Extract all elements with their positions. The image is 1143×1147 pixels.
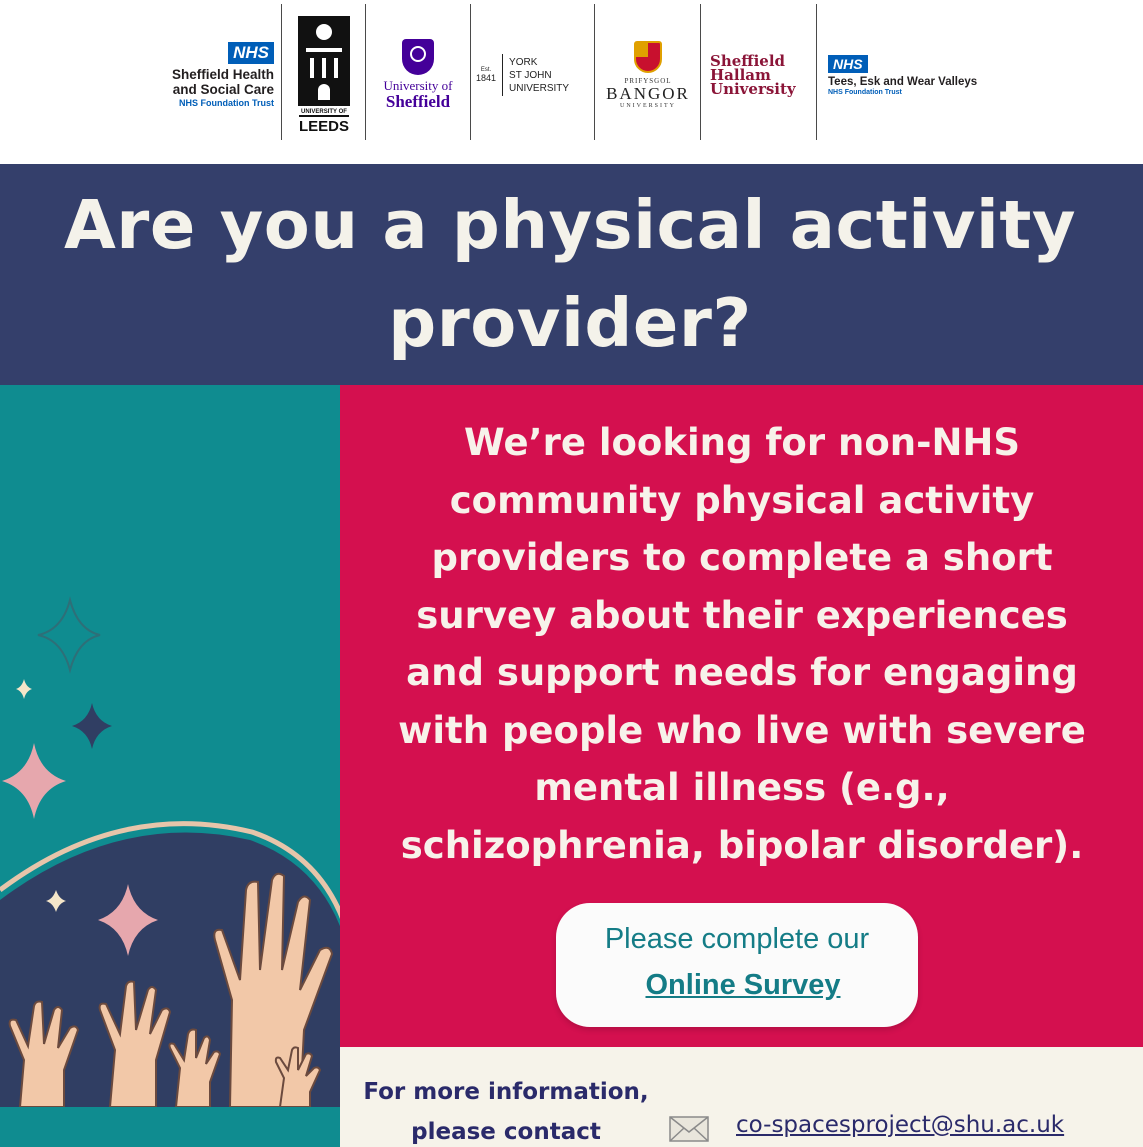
message-line: providers to complete a short [431,536,1053,579]
bangor-university-logo [598,0,698,150]
hallam-line1: Sheffield [710,52,786,70]
bangor-crest-icon [634,41,662,73]
sheffield-line1: University of [383,78,453,93]
york-divider [502,54,503,96]
sheffield-hallam-logo [710,0,814,150]
york-est-year: 1841 [476,73,497,83]
logo-divider [365,4,366,140]
sheffield-health-social-care-logo [152,0,274,150]
message-line: and support needs for engaging [406,651,1078,694]
shsc-name-line1: Sheffield Health [171,67,274,82]
nhs-badge: NHS [828,55,868,73]
message-line: survey about their experiences [416,593,1068,637]
contact-info [356,1072,656,1147]
bangor-line2: BANGOR [606,84,690,103]
shsc-name-line2: and Social Care [172,82,274,97]
title-line2: provider? [388,284,752,362]
survey-cta-button[interactable] [556,903,918,1027]
logo-divider [594,4,595,140]
contact-line2: please contact [411,1119,601,1145]
partner-logo-strip [0,0,1143,164]
contact-email-link[interactable]: co-spacesproject@shu.ac.uk [736,1112,1065,1138]
page-title [20,176,1120,372]
bangor-line1: PRIFYSGOL [624,77,672,85]
nhs-badge: NHS [228,42,274,64]
shsc-trust-label: NHS Foundation Trust [179,98,274,108]
sheffield-line2: Sheffield [385,92,451,111]
leeds-big-label: LEEDS [299,115,349,135]
online-survey-link[interactable]: Online Survey [645,969,841,1001]
mail-icon [668,1114,712,1144]
york-est-label: Est. [480,67,492,73]
raised-hands-illustration [0,820,352,1107]
hallam-line2: Hallam [710,66,771,84]
tees-esk-wear-valleys-logo [828,0,1008,150]
university-of-leeds-logo [292,0,356,150]
tees-trust-label: NHS Foundation Trust [828,88,902,96]
york-name [509,56,569,95]
york-st-john-logo [476,0,591,150]
message-line: mental illness (e.g., [534,766,950,809]
cta-text: Please complete our [604,923,870,955]
hallam-line3: University [710,80,796,98]
logo-strip-margin [0,0,150,164]
york-line1: YORK [509,56,538,68]
tees-name: Tees, Esk and Wear Valleys [828,75,978,88]
message-line: schizophrenia, bipolar disorder). [400,823,1084,867]
york-established [476,67,496,83]
logo-divider [470,4,471,140]
leeds-tower-icon [298,16,350,106]
leeds-small-label: UNIVERSITY OF [301,108,347,115]
york-line3: UNIVERSITY [509,82,570,94]
sheffield-shield-icon [402,39,434,75]
recruitment-message [352,414,1132,874]
message-line: We’re looking for non-NHS [463,421,1021,464]
message-line: community physical activity [449,478,1035,522]
logo-divider [700,4,701,140]
message-line: with people who live with severe [398,708,1086,752]
logo-divider [281,4,282,140]
york-line2: ST JOHN [509,69,552,81]
contact-line1: For more information, [363,1079,649,1105]
title-line1: Are you a physical activity [63,186,1077,264]
logo-divider [816,4,817,140]
bangor-line3: UNIVERSITY [620,103,676,109]
university-of-sheffield-logo [370,0,466,150]
